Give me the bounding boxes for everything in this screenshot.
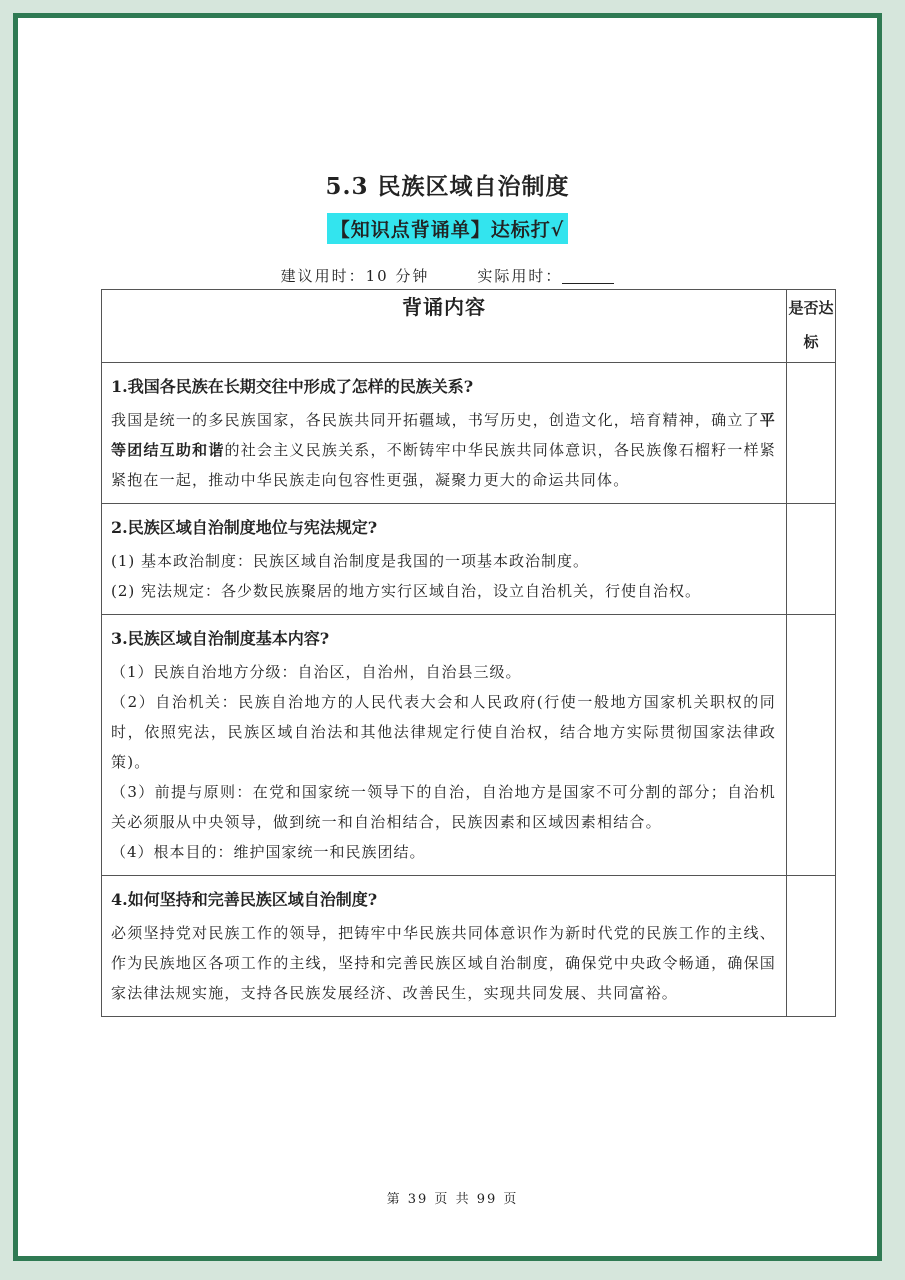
question-2: 2.民族区域自治制度地位与宪法规定? xyxy=(111,518,378,537)
section-3 xyxy=(102,615,787,876)
question-4: 4.如何坚持和完善民族区域自治制度? xyxy=(111,890,378,909)
point-3-1: （1）民族自治地方分级：自治区，自治州，自治县三级。 xyxy=(111,663,522,681)
column-header-content: 背诵内容 xyxy=(102,290,787,363)
answer-1-part-b: 的社会主义民族关系，不断铸牢中华民族共同体意识，各民族像石榴籽一样紧紧抱在一起，推动中华民族走向包容性更强，凝聚力更大的命运共同体。 xyxy=(111,441,776,489)
answer-1-keyword: 平等团结互助和谐 xyxy=(111,411,776,459)
actual-time-label: 实际用时： xyxy=(477,267,563,285)
check-cell-3[interactable] xyxy=(787,615,836,876)
suggested-time: 建议用时：10 分钟 xyxy=(280,267,430,285)
question-3: 3.民族区域自治制度基本内容? xyxy=(111,629,330,648)
check-cell-2[interactable] xyxy=(787,504,836,615)
check-cell-4[interactable] xyxy=(787,876,836,1017)
section-4 xyxy=(102,876,787,1017)
section-1 xyxy=(102,363,787,504)
table-row xyxy=(102,363,836,504)
table-header-row xyxy=(102,290,836,363)
point-3-2: （2）自治机关：民族自治地方的人民代表大会和人民政府(行使一般地方国家机关职权的同时，依照宪法，民族区域自治法和其他法律规定行使自治权，结合地方实际贯彻国家法律政策)。 xyxy=(111,693,776,771)
page-number: 第 39 页 共 99 页 xyxy=(386,1192,519,1207)
question-1: 1.我国各民族在长期交往中形成了怎样的民族关系? xyxy=(111,377,474,396)
point-3-4: （4）根本目的：维护国家统一和民族团结。 xyxy=(111,843,426,861)
table-row xyxy=(102,615,836,876)
table-row xyxy=(102,876,836,1017)
subtitle-wrap xyxy=(18,213,877,244)
subtitle-highlight: 【知识点背诵单】达标打√ xyxy=(327,213,569,244)
point-2-2: (2) 宪法规定：各少数民族聚居的地方实行区域自治，设立自治机关，行使自治权。 xyxy=(111,582,702,600)
point-3-3: （3）前提与原则：在党和国家统一领导下的自治，自治地方是国家不可分割的部分；自治机关必须服从中央领导，做到统一和自治相结合，民族因素和区域因素相结合。 xyxy=(111,783,776,831)
actual-time-blank[interactable] xyxy=(562,268,614,284)
column-header-check: 是否达标 xyxy=(787,290,836,363)
answer-4: 必须坚持党对民族工作的领导，把铸牢中华民族共同体意识作为新时代党的民族工作的主线、作为民族地区各项工作的主线，坚持和完善民族区域自治制度，确保党中央政令畅通，确保国家法律法规实施，支持各民族发展经济、改善民生，实现共同发展、共同富裕。 xyxy=(111,924,776,1002)
point-2-1: (1) 基本政治制度：民族区域自治制度是我国的一项基本政治制度。 xyxy=(111,552,590,570)
section-2 xyxy=(102,504,787,615)
time-line xyxy=(18,265,877,286)
answer-1-part-a: 我国是统一的多民族国家，各民族共同开拓疆域，书写历史，创造文化，培育精神，确立了 xyxy=(111,411,760,429)
table-row xyxy=(102,504,836,615)
recitation-table xyxy=(101,289,836,1017)
check-cell-1[interactable] xyxy=(787,363,836,504)
answer-1 xyxy=(111,405,776,495)
page-title: 5.3 民族区域自治制度 xyxy=(325,173,570,200)
